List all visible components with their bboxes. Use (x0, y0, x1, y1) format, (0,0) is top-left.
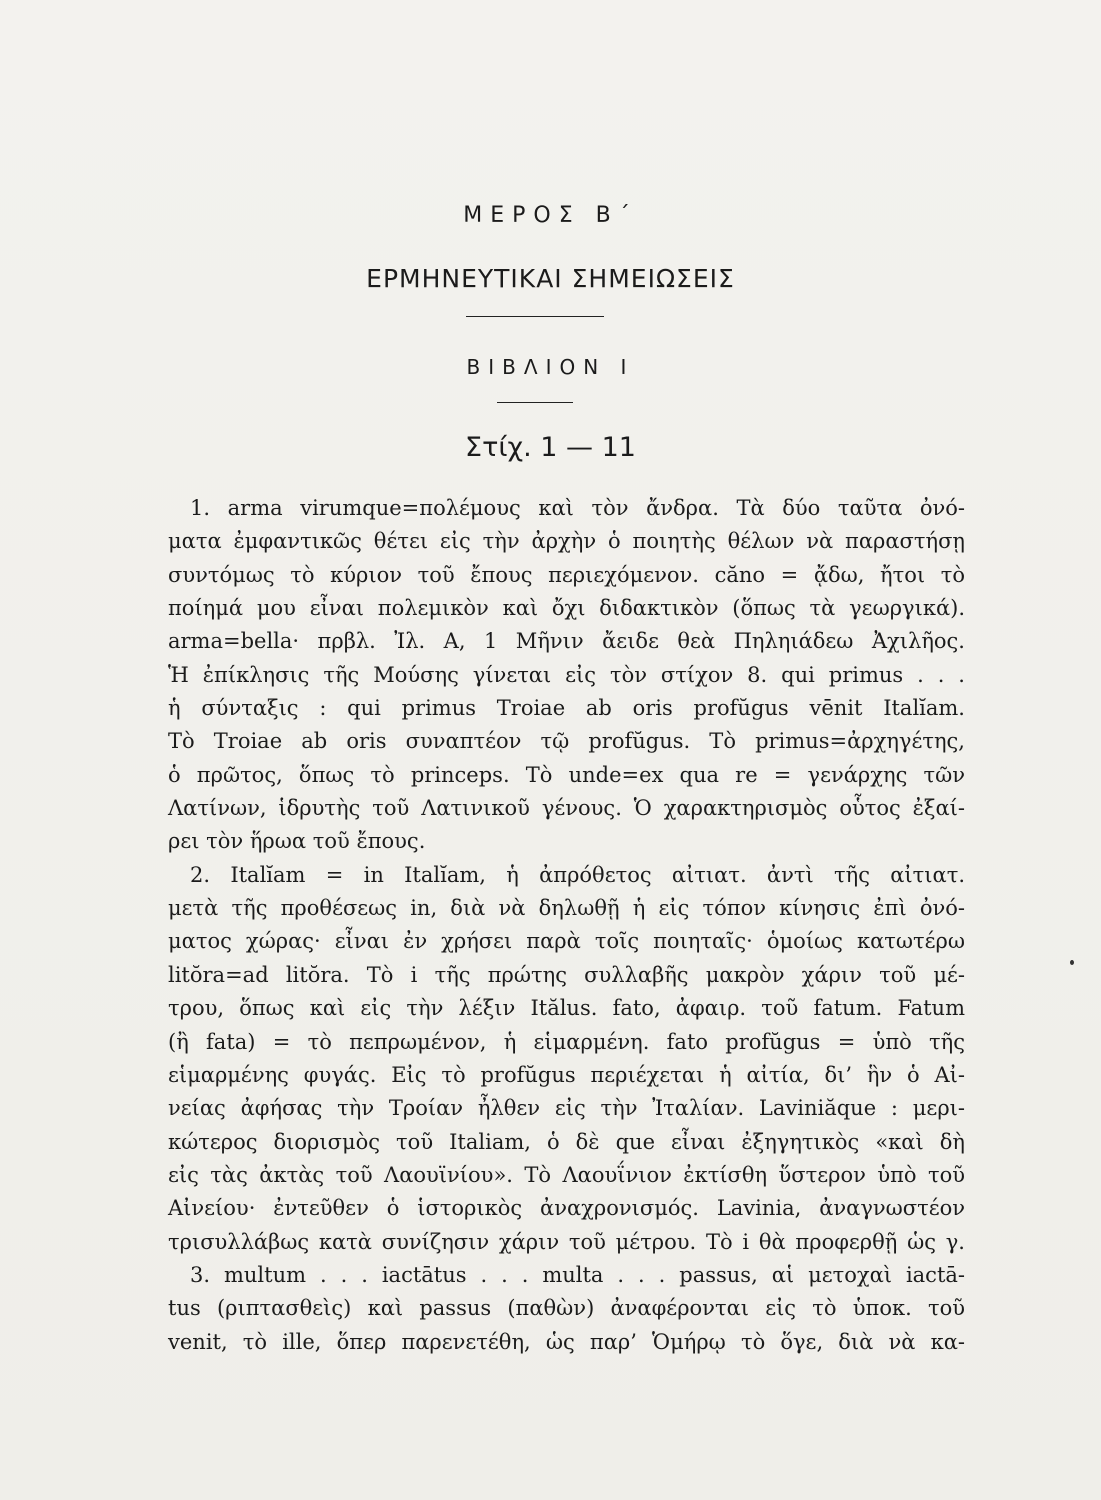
text-line: συντόμως τὸ κύριον τοῦ ἔπους περιεχόμενον. căno = ᾄδω, ἤτοι τὸ (168, 562, 965, 587)
book-heading: ΒΙΒΛΙΟΝ Ι (466, 355, 635, 379)
text-line: Αἰνείου· ἐντεῦθεν ὁ ἱστορικὸς ἀναχρονισμός. Lavinia, ἀναγνωστέον (168, 1196, 965, 1221)
part-heading: ΜΕΡΟΣ Β΄ (463, 203, 638, 228)
text-line: 3. multum . . . iactātus . . . multa . . . passus, αἱ μετοχαὶ iactā- (190, 1262, 965, 1287)
book-divider (497, 402, 573, 403)
text-line: Ἡ ἐπίκλησις τῆς Μούσης γίνεται εἰς τὸν στίχον 8. qui primus . . . (168, 662, 965, 687)
text-line: τρου, ὅπως καὶ εἰς τὴν λέξιν Itălus. fato, ἀφαιρ. τοῦ fatum. Fatum (168, 996, 965, 1021)
text-line: (ἢ fata) = τὸ πεπρωμένον, ἡ εἱμαρμένη. fato profŭgus = ὑπὸ τῆς (168, 1029, 965, 1054)
text-line: 2. Italĭam = in Italĭam, ἡ ἀπρόθετος αἰτιατ. ἀντὶ τῆς αἰτιατ. (190, 862, 965, 887)
text-line: τρισυλλάβως κατὰ συνίζησιν χάριν τοῦ μέτρου. Τὸ i θὰ προφερθῇ ὡς γ. (168, 1229, 965, 1254)
text-line: arma=bella· πρβλ. Ἰλ. Α, 1 Μῆνιν ἄειδε θεὰ Πηληιάδεω Ἀχιλῆος. (168, 629, 965, 654)
text-line: ρει τὸν ἥρωα τοῦ ἔπους. (168, 829, 426, 854)
text-line: ματος χώρας· εἶναι ἐν χρήσει παρὰ τοῖς ποιηταῖς· ὁμοίως κατωτέρω (168, 929, 965, 954)
commentary-text (168, 492, 965, 1359)
text-line: ποίημά μου εἶναι πολεμικὸν καὶ ὄχι διδακτικὸν (ὅπως τὰ γεωργικά). (168, 596, 965, 621)
text-line: litŏra=ad litŏra. Τὸ i τῆς πρώτης συλλαβῆς μακρὸν χάριν τοῦ μέ- (168, 962, 965, 987)
section-heading: ΕΡΜΗΝΕΥΤΙΚΑΙ ΣΗΜΕΙΩΣΕΙΣ (366, 264, 735, 293)
heading-divider (466, 316, 604, 317)
text-line: 1. arma virumque=πολέμους καὶ τὸν ἄνδρα. Τὰ δύο ταῦτα ὀνό- (190, 496, 965, 520)
text-line: εἰς τὰς ἀκτὰς τοῦ Λαουϊνίου». Τὸ Λαουΐνιον ἐκτίσθη ὕστερον ὑπὸ τοῦ (168, 1162, 965, 1187)
text-line: μετὰ τῆς προθέσεως in, διὰ νὰ δηλωθῇ ἡ εἰς τόπον κίνησις ἐπὶ ὀνό- (168, 896, 965, 921)
text-line: νείας ἀφήσας τὴν Τροίαν ἦλθεν εἰς τὴν Ἰταλίαν. Laviniăque : μερι- (168, 1096, 965, 1121)
text-line: Λατίνων, ἱδρυτὴς τοῦ Λατινικοῦ γένους. Ὁ χαρακτηρισμὸς οὗτος ἐξαί- (168, 796, 965, 821)
text-line: ἡ σύνταξις : qui primus Troiae ab oris profŭgus vēnit Italĭam. (168, 696, 965, 721)
text-line: ὁ πρῶτος, ὅπως τὸ princeps. Τὸ unde=ex qua re = γενάρχης τῶν (168, 762, 965, 787)
text-line: venit, τὸ ille, ὅπερ παρενετέθη, ὡς παρ’ Ὁμήρῳ τὸ ὅγε, διὰ νὰ κα- (168, 1329, 965, 1354)
text-line: Τὸ Troiae ab oris συναπτέον τῷ profŭgus. Τὸ primus=ἀρχηγέτης, (168, 729, 965, 754)
text-line: εἱμαρμένης φυγάς. Εἰς τὸ profŭgus περιέχεται ἡ αἰτία, δι’ ἣν ὁ Αἰ- (168, 1062, 965, 1087)
verse-range-heading: Στίχ. 1 — 11 (465, 432, 636, 463)
text-line: κώτερος διορισμὸς τοῦ Italiam, ὁ δὲ que εἶναι ἐξηγητικὸς «καὶ δὴ (168, 1129, 965, 1154)
margin-speck (1070, 960, 1074, 965)
text-line: tus (ριπτασθεὶς) καὶ passus (παθὼν) ἀναφέρονται εἰς τὸ ὑποκ. τοῦ (168, 1296, 965, 1321)
text-line: ματα ἐμφαντικῶς θέτει εἰς τὴν ἀρχὴν ὁ ποιητὴς θέλων νὰ παραστήσῃ (168, 529, 965, 554)
